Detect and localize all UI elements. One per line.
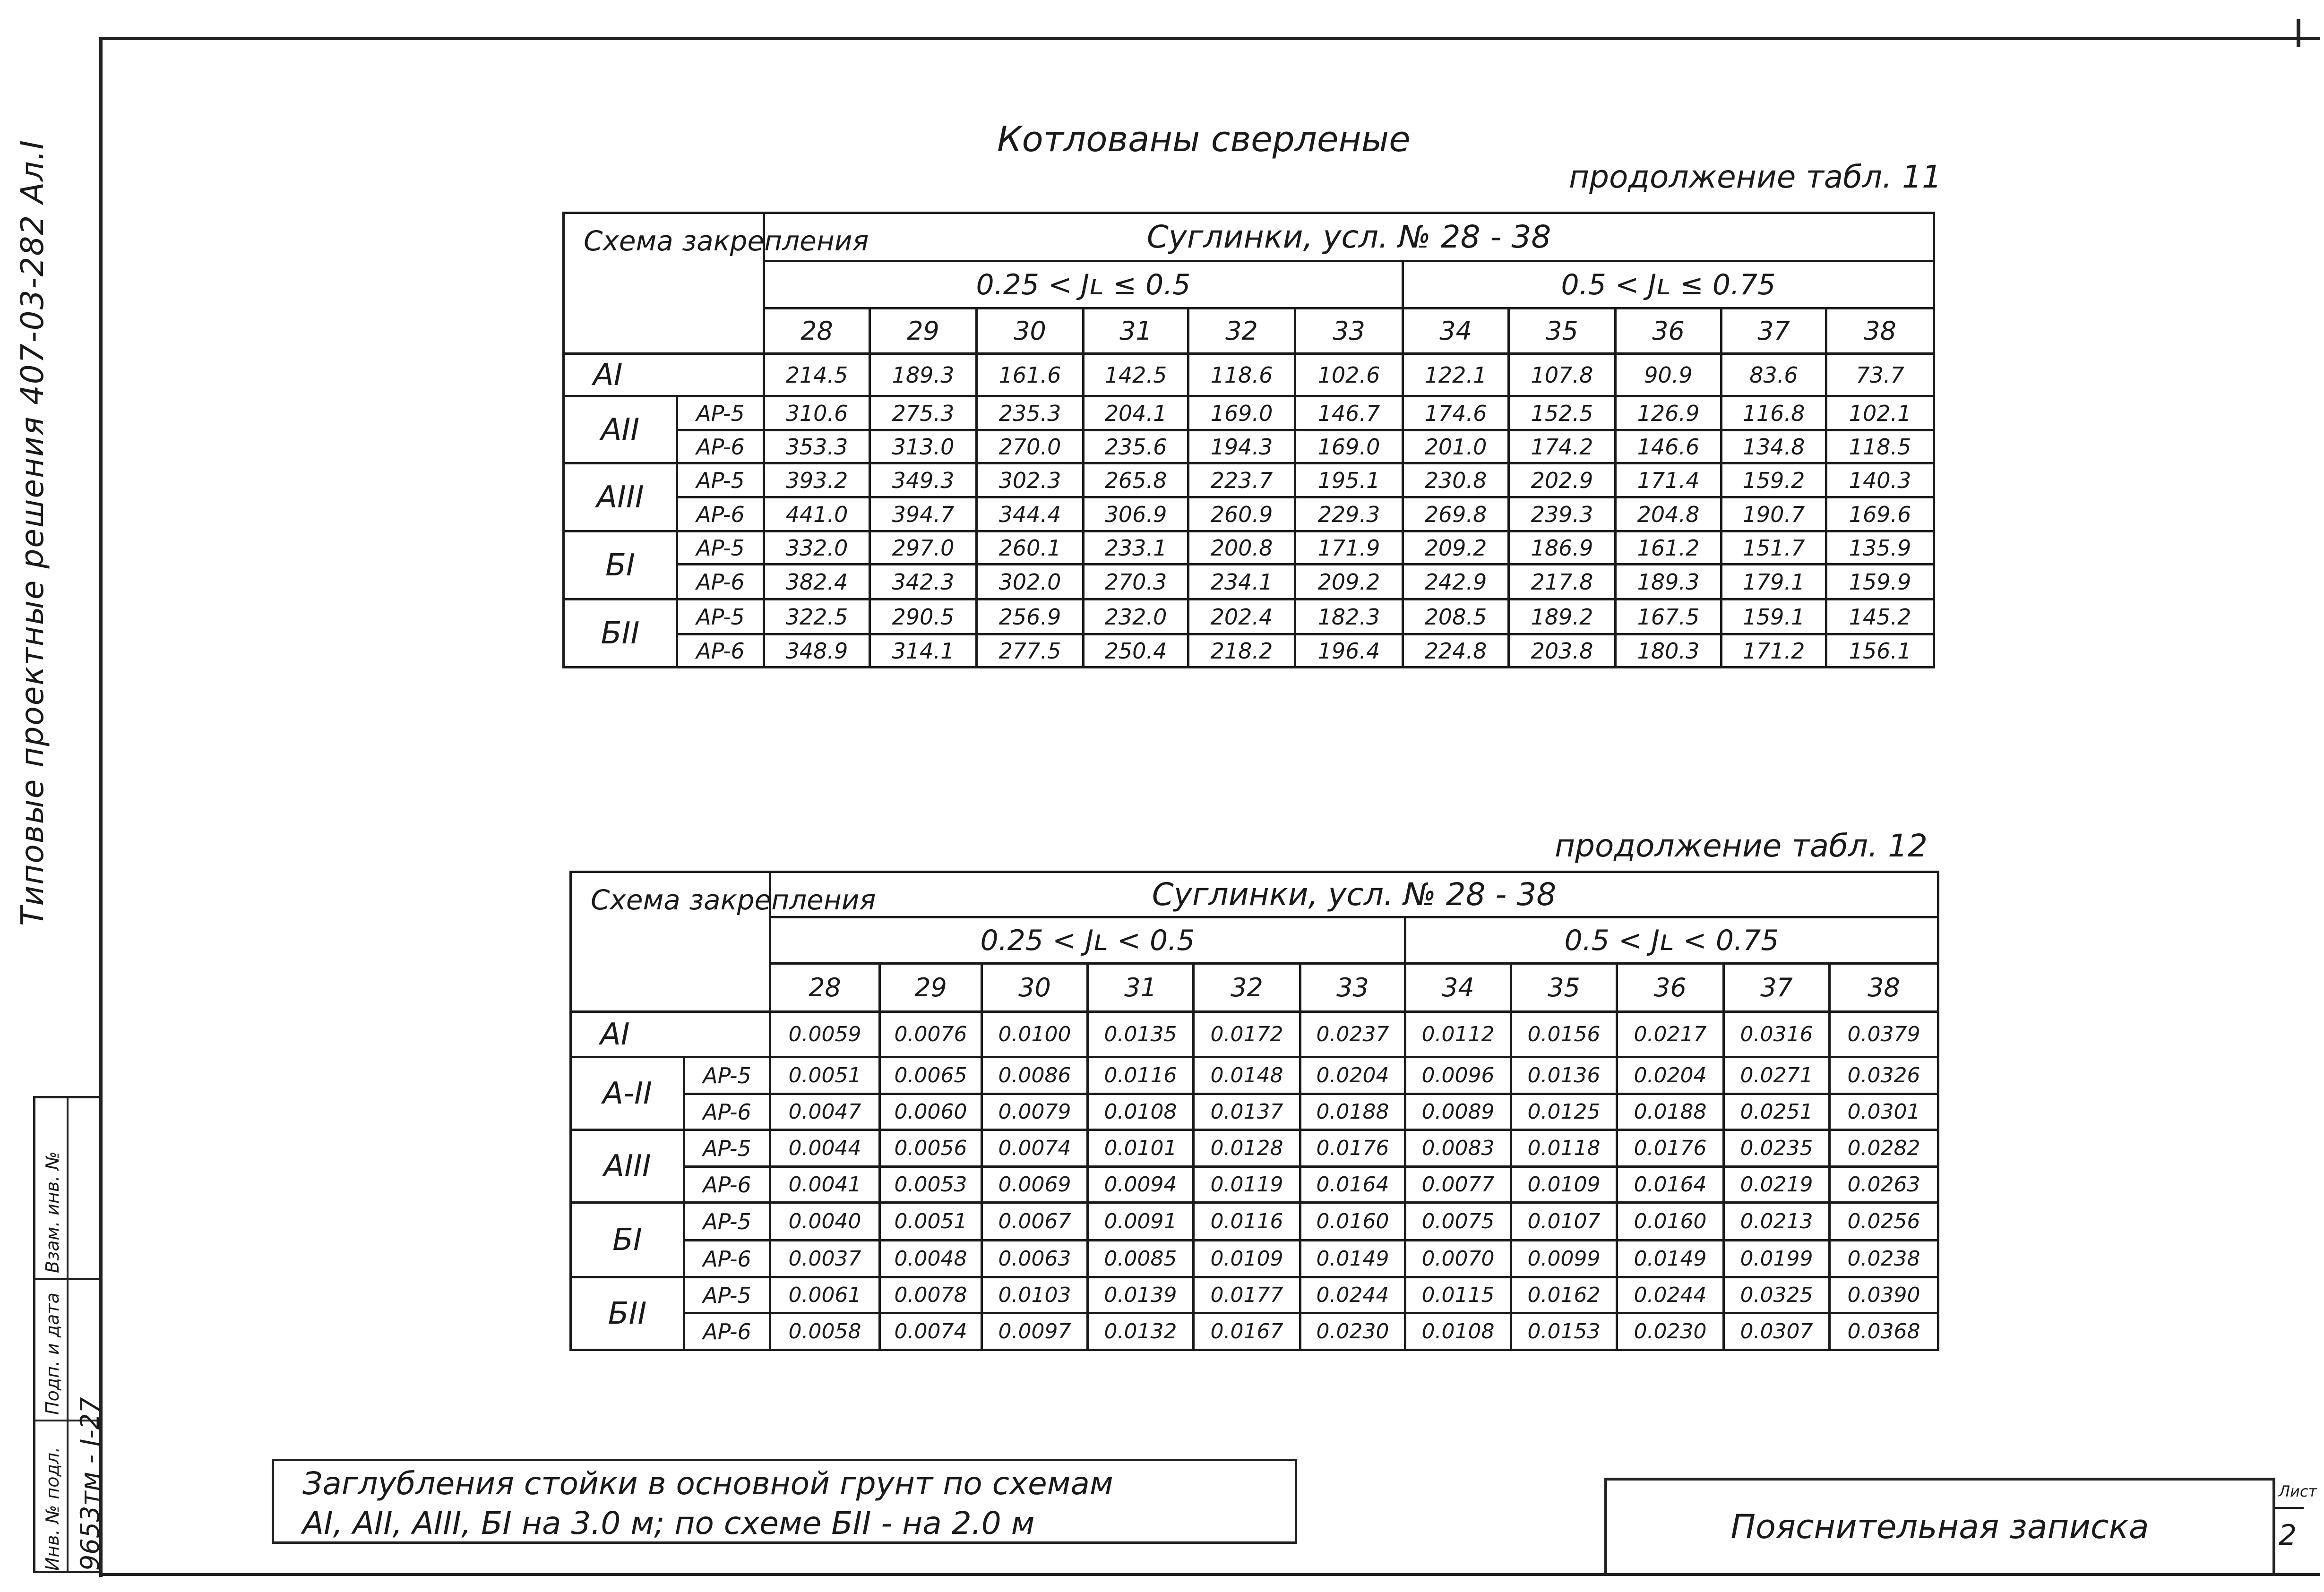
value-cell: 0.0188 (1617, 1094, 1724, 1130)
column-number: 32 (1188, 308, 1295, 354)
value-cell: 202.4 (1188, 599, 1295, 634)
table-row (571, 1203, 1938, 1241)
value-cell: 171.4 (1616, 463, 1721, 497)
value-cell: 0.0390 (1830, 1277, 1938, 1313)
value-cell: 0.0316 (1724, 1012, 1830, 1057)
title-block-text: Пояснительная записка (1730, 1507, 2149, 1546)
value-cell: 182.3 (1295, 599, 1403, 634)
value-cell: 0.0078 (880, 1277, 982, 1313)
value-cell: 0.0164 (1617, 1167, 1724, 1203)
value-cell: 83.6 (1721, 354, 1826, 396)
value-cell: 0.0176 (1300, 1130, 1405, 1167)
value-cell: 159.1 (1721, 599, 1826, 634)
sheet-number: 2 (2279, 1519, 2297, 1552)
table-11 (562, 212, 1935, 668)
title-block (1604, 1478, 2275, 1573)
value-cell: 90.9 (1616, 354, 1721, 396)
value-cell: 152.5 (1509, 396, 1616, 430)
value-cell: 0.0116 (1088, 1057, 1194, 1094)
scheme-cell: БII (564, 599, 677, 668)
value-cell: 265.8 (1084, 463, 1188, 497)
value-cell: 0.0177 (1194, 1277, 1300, 1313)
value-cell: 310.6 (764, 396, 870, 430)
sheet-divider (2275, 1507, 2304, 1509)
value-cell: 0.0063 (982, 1241, 1088, 1277)
value-cell: 0.0058 (770, 1313, 880, 1350)
value-cell: 0.0251 (1724, 1094, 1830, 1130)
column-number-row (564, 308, 1934, 354)
table-row (564, 565, 1934, 599)
table-12 (569, 871, 1939, 1351)
value-cell: 0.0099 (1511, 1241, 1617, 1277)
value-cell: 189.3 (870, 354, 977, 396)
stamp-inv-value: 9653тм - I-27 (75, 1397, 105, 1571)
column-number: 28 (770, 964, 880, 1012)
column-number: 33 (1300, 964, 1405, 1012)
value-cell: 0.0051 (880, 1203, 982, 1241)
table-row (564, 463, 1934, 497)
value-cell: 174.2 (1509, 430, 1616, 463)
value-cell: 0.0047 (770, 1094, 880, 1130)
scheme-cell: БI (564, 531, 677, 599)
scheme-cell: A-II (571, 1057, 684, 1130)
table-row (564, 634, 1934, 668)
value-cell: 0.0137 (1194, 1094, 1300, 1130)
value-cell: 270.3 (1084, 565, 1188, 599)
value-cell: 302.3 (977, 463, 1084, 497)
value-cell: 344.4 (977, 497, 1084, 531)
value-cell: 332.0 (764, 531, 870, 565)
reinforcement-cell: AP-6 (677, 634, 764, 668)
value-cell: 0.0256 (1830, 1203, 1938, 1241)
value-cell: 0.0326 (1830, 1057, 1938, 1094)
reinforcement-cell: AP-5 (677, 599, 764, 634)
column-number: 37 (1724, 964, 1830, 1012)
value-cell: 126.9 (1616, 396, 1721, 430)
value-cell: 102.1 (1826, 396, 1934, 430)
table-row (571, 1167, 1938, 1203)
value-cell: 0.0109 (1511, 1167, 1617, 1203)
value-cell: 0.0056 (880, 1130, 982, 1167)
value-cell: 174.6 (1403, 396, 1509, 430)
value-cell: 0.0139 (1088, 1277, 1194, 1313)
reinforcement-cell: AP-5 (684, 1203, 770, 1241)
reinforcement-cell: AP-6 (677, 430, 764, 463)
frame-top-border (99, 37, 2320, 40)
value-cell: 159.2 (1721, 463, 1826, 497)
value-cell: 0.0061 (770, 1277, 880, 1313)
table-row (564, 599, 1934, 634)
value-cell: 167.5 (1616, 599, 1721, 634)
range-header-1: 0.25 < Jʟ < 0.5 (770, 917, 1405, 964)
value-cell: 0.0301 (1830, 1094, 1938, 1130)
value-cell: 0.0100 (982, 1012, 1088, 1057)
stamp-divider (35, 1278, 102, 1280)
value-cell: 209.2 (1295, 565, 1403, 599)
value-cell: 313.0 (870, 430, 977, 463)
value-cell: 142.5 (1084, 354, 1188, 396)
scheme-header: Схема закрепления (564, 213, 764, 354)
value-cell: 230.8 (1403, 463, 1509, 497)
column-number: 36 (1617, 964, 1724, 1012)
reinforcement-cell: AP-6 (684, 1241, 770, 1277)
value-cell: 107.8 (1509, 354, 1616, 396)
value-cell: 234.1 (1188, 565, 1295, 599)
value-cell: 0.0041 (770, 1167, 880, 1203)
value-cell: 0.0153 (1511, 1313, 1617, 1350)
value-cell: 223.7 (1188, 463, 1295, 497)
table-row (571, 1277, 1938, 1313)
value-cell: 161.2 (1616, 531, 1721, 565)
value-cell: 217.8 (1509, 565, 1616, 599)
value-cell: 0.0074 (880, 1313, 982, 1350)
column-number: 36 (1616, 308, 1721, 354)
value-cell: 0.0074 (982, 1130, 1088, 1167)
value-cell: 0.0167 (1194, 1313, 1300, 1350)
stamp-sign-label: Подп. и дата (42, 1292, 63, 1415)
scheme-cell: AII (564, 396, 677, 463)
value-cell: 0.0108 (1088, 1094, 1194, 1130)
reinforcement-cell: AP-5 (677, 531, 764, 565)
value-cell: 349.3 (870, 463, 977, 497)
column-number: 29 (870, 308, 977, 354)
value-cell: 0.0188 (1300, 1094, 1405, 1130)
value-cell: 0.0136 (1511, 1057, 1617, 1094)
sheet-label: Лист (2279, 1482, 2317, 1500)
value-cell: 159.9 (1826, 565, 1934, 599)
value-cell: 260.9 (1188, 497, 1295, 531)
value-cell: 203.8 (1509, 634, 1616, 668)
value-cell: 0.0040 (770, 1203, 880, 1241)
value-cell: 441.0 (764, 497, 870, 531)
column-number: 35 (1509, 308, 1616, 354)
value-cell: 194.3 (1188, 430, 1295, 463)
value-cell: 0.0112 (1405, 1012, 1511, 1057)
value-cell: 0.0230 (1300, 1313, 1405, 1350)
value-cell: 0.0368 (1830, 1313, 1938, 1350)
value-cell: 0.0176 (1617, 1130, 1724, 1167)
value-cell: 186.9 (1509, 531, 1616, 565)
value-cell: 0.0103 (982, 1277, 1088, 1313)
stamp-box (33, 1096, 105, 1573)
value-cell: 0.0118 (1511, 1130, 1617, 1167)
value-cell: 204.1 (1084, 396, 1188, 430)
value-cell: 242.9 (1403, 565, 1509, 599)
value-cell: 209.2 (1403, 531, 1509, 565)
value-cell: 0.0149 (1617, 1241, 1724, 1277)
reinforcement-cell: AP-5 (677, 396, 764, 430)
value-cell: 235.6 (1084, 430, 1188, 463)
value-cell: 171.2 (1721, 634, 1826, 668)
value-cell: 140.3 (1826, 463, 1934, 497)
scheme-cell: AI (564, 354, 764, 396)
value-cell: 394.7 (870, 497, 977, 531)
value-cell: 306.9 (1084, 497, 1188, 531)
value-cell: 0.0263 (1830, 1167, 1938, 1203)
column-number: 38 (1830, 964, 1938, 1012)
scheme-cell: БII (571, 1277, 684, 1350)
table-row (571, 1012, 1938, 1057)
reinforcement-cell: AP-5 (684, 1277, 770, 1313)
table12-continuation: продолжение табл. 12 (1555, 828, 1928, 864)
value-cell: 297.0 (870, 531, 977, 565)
value-cell: 122.1 (1403, 354, 1509, 396)
value-cell: 229.3 (1295, 497, 1403, 531)
column-number: 30 (982, 964, 1088, 1012)
column-number: 35 (1511, 964, 1617, 1012)
value-cell: 0.0097 (982, 1313, 1088, 1350)
value-cell: 180.3 (1616, 634, 1721, 668)
range-header-2: 0.5 < Jʟ ≤ 0.75 (1403, 261, 1934, 308)
value-cell: 0.0089 (1405, 1094, 1511, 1130)
value-cell: 393.2 (764, 463, 870, 497)
value-cell: 0.0083 (1405, 1130, 1511, 1167)
value-cell: 0.0128 (1194, 1130, 1300, 1167)
value-cell: 0.0149 (1300, 1241, 1405, 1277)
value-cell: 322.5 (764, 599, 870, 634)
scheme-header: Схема закрепления (571, 872, 770, 1012)
value-cell: 0.0156 (1511, 1012, 1617, 1057)
value-cell: 250.4 (1084, 634, 1188, 668)
value-cell: 0.0076 (880, 1012, 982, 1057)
value-cell: 0.0091 (1088, 1203, 1194, 1241)
value-cell: 314.1 (870, 634, 977, 668)
value-cell: 290.5 (870, 599, 977, 634)
range-header-1: 0.25 < Jʟ ≤ 0.5 (764, 261, 1403, 308)
column-number-row (571, 964, 1938, 1012)
value-cell: 214.5 (764, 354, 870, 396)
column-number: 34 (1405, 964, 1511, 1012)
table-row (564, 497, 1934, 531)
stamp-replace-label: Взам. инв. № (42, 1151, 63, 1273)
column-number: 29 (880, 964, 982, 1012)
value-cell: 0.0065 (880, 1057, 982, 1094)
value-cell: 0.0037 (770, 1241, 880, 1277)
reinforcement-cell: AP-6 (684, 1313, 770, 1350)
side-title: Типовые проектные решения 407-03-282 Ал.I (14, 139, 51, 926)
value-cell: 342.3 (870, 565, 977, 599)
value-cell: 0.0125 (1511, 1094, 1617, 1130)
table-row (564, 396, 1934, 430)
column-number: 33 (1295, 308, 1403, 354)
value-cell: 190.7 (1721, 497, 1826, 531)
table-row (571, 1094, 1938, 1130)
value-cell: 134.8 (1721, 430, 1826, 463)
depth-note-line-2: AI, AII, AIII, БI на 3.0 м; по схеме БII - на 2.0 м (302, 1505, 1035, 1541)
value-cell: 0.0077 (1405, 1167, 1511, 1203)
value-cell: 0.0148 (1194, 1057, 1300, 1094)
value-cell: 0.0051 (770, 1057, 880, 1094)
value-cell: 118.6 (1188, 354, 1295, 396)
value-cell: 0.0069 (982, 1167, 1088, 1203)
value-cell: 218.2 (1188, 634, 1295, 668)
value-cell: 0.0230 (1617, 1313, 1724, 1350)
table11-continuation: продолжение табл. 11 (1569, 159, 1942, 195)
table-row (571, 1313, 1938, 1350)
value-cell: 0.0085 (1088, 1241, 1194, 1277)
value-cell: 208.5 (1403, 599, 1509, 634)
value-cell: 0.0135 (1088, 1012, 1194, 1057)
value-cell: 0.0094 (1088, 1167, 1194, 1203)
value-cell: 0.0059 (770, 1012, 880, 1057)
value-cell: 0.0238 (1830, 1241, 1938, 1277)
table-row (571, 1130, 1938, 1167)
value-cell: 232.0 (1084, 599, 1188, 634)
value-cell: 169.0 (1295, 430, 1403, 463)
value-cell: 0.0086 (982, 1057, 1088, 1094)
value-cell: 0.0132 (1088, 1313, 1194, 1350)
value-cell: 0.0213 (1724, 1203, 1830, 1241)
reinforcement-cell: AP-6 (677, 565, 764, 599)
table-row (571, 1057, 1938, 1094)
value-cell: 0.0060 (880, 1094, 982, 1130)
reinforcement-cell: AP-5 (684, 1130, 770, 1167)
value-cell: 135.9 (1826, 531, 1934, 565)
value-cell: 156.1 (1826, 634, 1934, 668)
value-cell: 0.0107 (1511, 1203, 1617, 1241)
value-cell: 0.0048 (880, 1241, 982, 1277)
scheme-cell: AIII (571, 1130, 684, 1203)
value-cell: 0.0282 (1830, 1130, 1938, 1167)
value-cell: 0.0217 (1617, 1012, 1724, 1057)
value-cell: 0.0160 (1300, 1203, 1405, 1241)
scheme-cell: БI (571, 1203, 684, 1277)
value-cell: 204.8 (1616, 497, 1721, 531)
value-cell: 382.4 (764, 565, 870, 599)
table-row (564, 430, 1934, 463)
value-cell: 0.0172 (1194, 1012, 1300, 1057)
value-cell: 116.8 (1721, 396, 1826, 430)
value-cell: 0.0116 (1194, 1203, 1300, 1241)
range-header-2: 0.5 < Jʟ < 0.75 (1405, 917, 1938, 964)
value-cell: 0.0307 (1724, 1313, 1830, 1350)
scheme-cell: AI (571, 1012, 770, 1057)
column-number: 32 (1194, 964, 1300, 1012)
value-cell: 200.8 (1188, 531, 1295, 565)
value-cell: 0.0079 (982, 1094, 1088, 1130)
column-number: 37 (1721, 308, 1826, 354)
depth-note (272, 1459, 1297, 1544)
column-number: 34 (1403, 308, 1509, 354)
value-cell: 0.0244 (1300, 1277, 1405, 1313)
value-cell: 118.5 (1826, 430, 1934, 463)
reinforcement-cell: AP-6 (684, 1167, 770, 1203)
value-cell: 0.0108 (1405, 1313, 1511, 1350)
value-cell: 0.0162 (1511, 1277, 1617, 1313)
value-cell: 0.0044 (770, 1130, 880, 1167)
value-cell: 260.1 (977, 531, 1084, 565)
value-cell: 161.6 (977, 354, 1084, 396)
value-cell: 0.0204 (1617, 1057, 1724, 1094)
frame-corner-mark (2297, 19, 2300, 47)
value-cell: 189.3 (1616, 565, 1721, 599)
frame-bottom-border (99, 1573, 2320, 1576)
value-cell: 0.0164 (1300, 1167, 1405, 1203)
value-cell: 0.0096 (1405, 1057, 1511, 1094)
value-cell: 277.5 (977, 634, 1084, 668)
stamp-inv-label: Инв. № подл. (42, 1446, 63, 1571)
value-cell: 0.0053 (880, 1167, 982, 1203)
depth-note-line-1: Заглубления стойки в основной грунт по схемам (302, 1465, 1113, 1502)
value-cell: 102.6 (1295, 354, 1403, 396)
value-cell: 235.3 (977, 396, 1084, 430)
value-cell: 171.9 (1295, 531, 1403, 565)
column-number: 30 (977, 308, 1084, 354)
value-cell: 196.4 (1295, 634, 1403, 668)
value-cell: 0.0219 (1724, 1167, 1830, 1203)
value-cell: 146.7 (1295, 396, 1403, 430)
value-cell: 275.3 (870, 396, 977, 430)
value-cell: 0.0160 (1617, 1203, 1724, 1241)
reinforcement-cell: AP-5 (684, 1057, 770, 1094)
table-row (564, 354, 1934, 396)
value-cell: 145.2 (1826, 599, 1934, 634)
value-cell: 73.7 (1826, 354, 1934, 396)
value-cell: 0.0237 (1300, 1012, 1405, 1057)
value-cell: 0.0235 (1724, 1130, 1830, 1167)
reinforcement-cell: AP-6 (684, 1094, 770, 1130)
value-cell: 189.2 (1509, 599, 1616, 634)
value-cell: 0.0325 (1724, 1277, 1830, 1313)
value-cell: 0.0204 (1300, 1057, 1405, 1094)
reinforcement-cell: AP-5 (677, 463, 764, 497)
value-cell: 0.0115 (1405, 1277, 1511, 1313)
value-cell: 0.0075 (1405, 1203, 1511, 1241)
value-cell: 202.9 (1509, 463, 1616, 497)
scheme-cell: AIII (564, 463, 677, 531)
value-cell: 201.0 (1403, 430, 1509, 463)
value-cell: 151.7 (1721, 531, 1826, 565)
table-row (571, 1241, 1938, 1277)
value-cell: 0.0067 (982, 1203, 1088, 1241)
value-cell: 0.0109 (1194, 1241, 1300, 1277)
value-cell: 0.0199 (1724, 1241, 1830, 1277)
value-cell: 0.0244 (1617, 1277, 1724, 1313)
value-cell: 302.0 (977, 565, 1084, 599)
column-number: 28 (764, 308, 870, 354)
value-cell: 353.3 (764, 430, 870, 463)
soil-header: Суглинки, усл. № 28 - 38 (764, 213, 1934, 261)
value-cell: 0.0271 (1724, 1057, 1830, 1094)
value-cell: 179.1 (1721, 565, 1826, 599)
value-cell: 233.1 (1084, 531, 1188, 565)
value-cell: 169.0 (1188, 396, 1295, 430)
value-cell: 348.9 (764, 634, 870, 668)
value-cell: 169.6 (1826, 497, 1934, 531)
value-cell: 0.0379 (1830, 1012, 1938, 1057)
value-cell: 270.0 (977, 430, 1084, 463)
column-number: 38 (1826, 308, 1934, 354)
table-row (564, 531, 1934, 565)
page-heading: Котлованы сверленые (997, 119, 1411, 160)
value-cell: 0.0101 (1088, 1130, 1194, 1167)
value-cell: 269.8 (1403, 497, 1509, 531)
value-cell: 146.6 (1616, 430, 1721, 463)
value-cell: 256.9 (977, 599, 1084, 634)
column-number: 31 (1084, 308, 1188, 354)
column-number: 31 (1088, 964, 1194, 1012)
value-cell: 224.8 (1403, 634, 1509, 668)
value-cell: 0.0119 (1194, 1167, 1300, 1203)
soil-header: Суглинки, усл. № 28 - 38 (770, 872, 1938, 917)
value-cell: 0.0070 (1405, 1241, 1511, 1277)
value-cell: 239.3 (1509, 497, 1616, 531)
value-cell: 195.1 (1295, 463, 1403, 497)
reinforcement-cell: AP-6 (677, 497, 764, 531)
